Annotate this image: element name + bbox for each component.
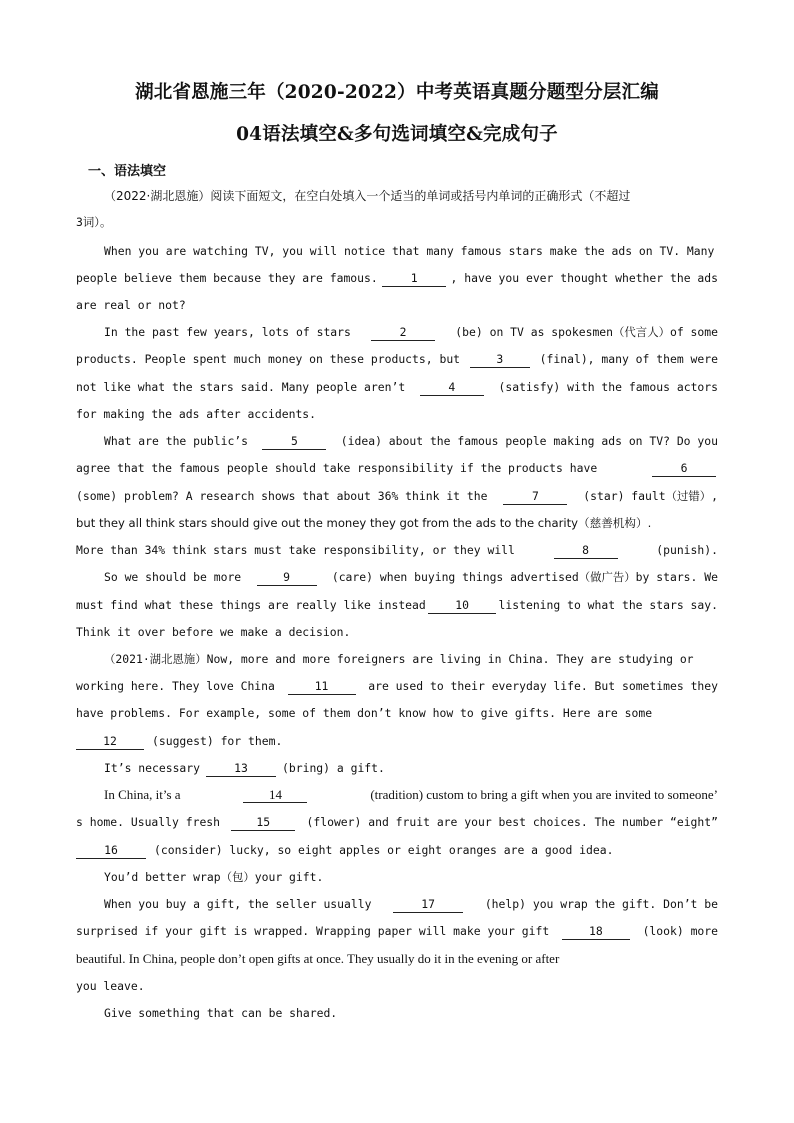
text-line: So we should be more 9 (care) when buying things advertised（做广告）by stars. We <box>104 570 718 584</box>
answer-blank[interactable]: 1 <box>382 271 446 287</box>
text-line: 12 (suggest) for them. <box>76 731 718 751</box>
text-line: More than 34% think stars must take responsibility, or they will 8 (punish). <box>76 543 718 557</box>
text-line: In the past few years, lots of stars 2 (be) on TV as spokesmen（代言人）of some <box>104 325 718 339</box>
text-line: When you buy a gift, the seller usually 17 (help) you wrap the gift. Don’t be <box>104 897 718 911</box>
text-line: products. People spent much money on these products, but 3 (final), many of them were <box>76 352 718 366</box>
answer-blank[interactable]: 2 <box>371 325 435 341</box>
text-line: You’d better wrap（包）your gift. <box>104 870 324 884</box>
answer-blank[interactable]: 6 <box>652 461 716 477</box>
text-line: not like what the stars said. Many people aren’t 4 (satisfy) with the famous actors <box>76 380 718 394</box>
text-line: In China, it’s a 14 (tradition) custom to bring a gift when you are invited to someone’ <box>104 787 718 802</box>
answer-blank[interactable]: 4 <box>420 380 484 396</box>
answer-blank[interactable]: 16 <box>76 843 146 859</box>
section-heading: 一、语法填空 <box>88 164 167 179</box>
text-line: for making the ads after accidents. <box>76 407 317 421</box>
text-line: must find what these things are really like instead 10 listening to what the stars say. <box>76 598 718 612</box>
text-line: 16 (consider) lucky, so eight apples or eight oranges are a good idea. <box>76 840 718 860</box>
text-line: When you are watching TV, you will notice that many famous stars make the ads on TV. Many <box>104 244 715 258</box>
answer-blank[interactable]: 15 <box>231 815 295 831</box>
text-line: beautiful. In China, people don’t open gifts at once. They usually do it in the evening or after <box>76 951 560 966</box>
answer-blank[interactable]: 12 <box>76 734 144 750</box>
text-line: It’s necessary 13 (bring) a gift. <box>104 761 385 775</box>
text-line: have problems. For example, some of them don’t know how to give gifts. Here are some <box>76 706 653 720</box>
text-line: s home. Usually fresh 15 (flower) and fruit are your best choices. The number “eight” <box>76 815 718 829</box>
text-line: What are the public’s 5 (idea) about the famous people making ads on TV? Do you <box>104 434 718 448</box>
text-line: Give something that can be shared. <box>104 1006 338 1020</box>
answer-blank[interactable]: 17 <box>393 897 463 913</box>
text-line: （2021·湖北恩施）Now, more and more foreigners are living in China. They are studying or <box>104 652 694 666</box>
answer-blank[interactable]: 7 <box>503 489 567 505</box>
answer-blank[interactable]: 9 <box>257 570 317 586</box>
text-line: surprised if your gift is wrapped. Wrapping paper will make your gift 18 (look) more <box>76 924 718 938</box>
text-line: Think it over before we make a decision. <box>76 625 351 639</box>
answer-blank[interactable]: 14 <box>243 787 307 803</box>
answer-blank[interactable]: 11 <box>288 679 356 695</box>
text-line: are real or not? <box>76 298 186 312</box>
answer-blank[interactable]: 8 <box>554 543 618 559</box>
text-line: (some) problem? A research shows that about 36% think it the 7 (star) fault（过错）, <box>76 489 718 503</box>
document-title: 湖北省恩施三年（2020-2022）中考英语真题分题型分层汇编 <box>135 82 659 103</box>
answer-blank[interactable]: 13 <box>206 761 276 777</box>
text-line: people believe them because they are famous. 1 , have you ever thought whether the ads <box>76 271 718 285</box>
answer-blank[interactable]: 5 <box>262 434 326 450</box>
answer-blank[interactable]: 3 <box>470 352 530 368</box>
text-line: you leave. <box>76 979 145 993</box>
answer-blank[interactable]: 18 <box>562 924 630 940</box>
text-line: agree that the famous people should take responsibility if the products have 6 <box>76 458 718 478</box>
document-subtitle: 04语法填空&多句选词填空&完成句子 <box>236 124 558 145</box>
text-line: working here. They love China 11 are used to their everyday life. But sometimes they <box>76 679 718 693</box>
text-line: （2022·湖北恩施）阅读下面短文，在空白处填入一个适当的单词或括号内单词的正确形式（不超过 <box>104 189 631 203</box>
text-line: but they all think stars should give out the money they got from the ads to the charity（慈善机构）. <box>76 516 652 530</box>
answer-blank[interactable]: 10 <box>428 598 496 614</box>
text-line: 3词）。 <box>76 215 112 229</box>
